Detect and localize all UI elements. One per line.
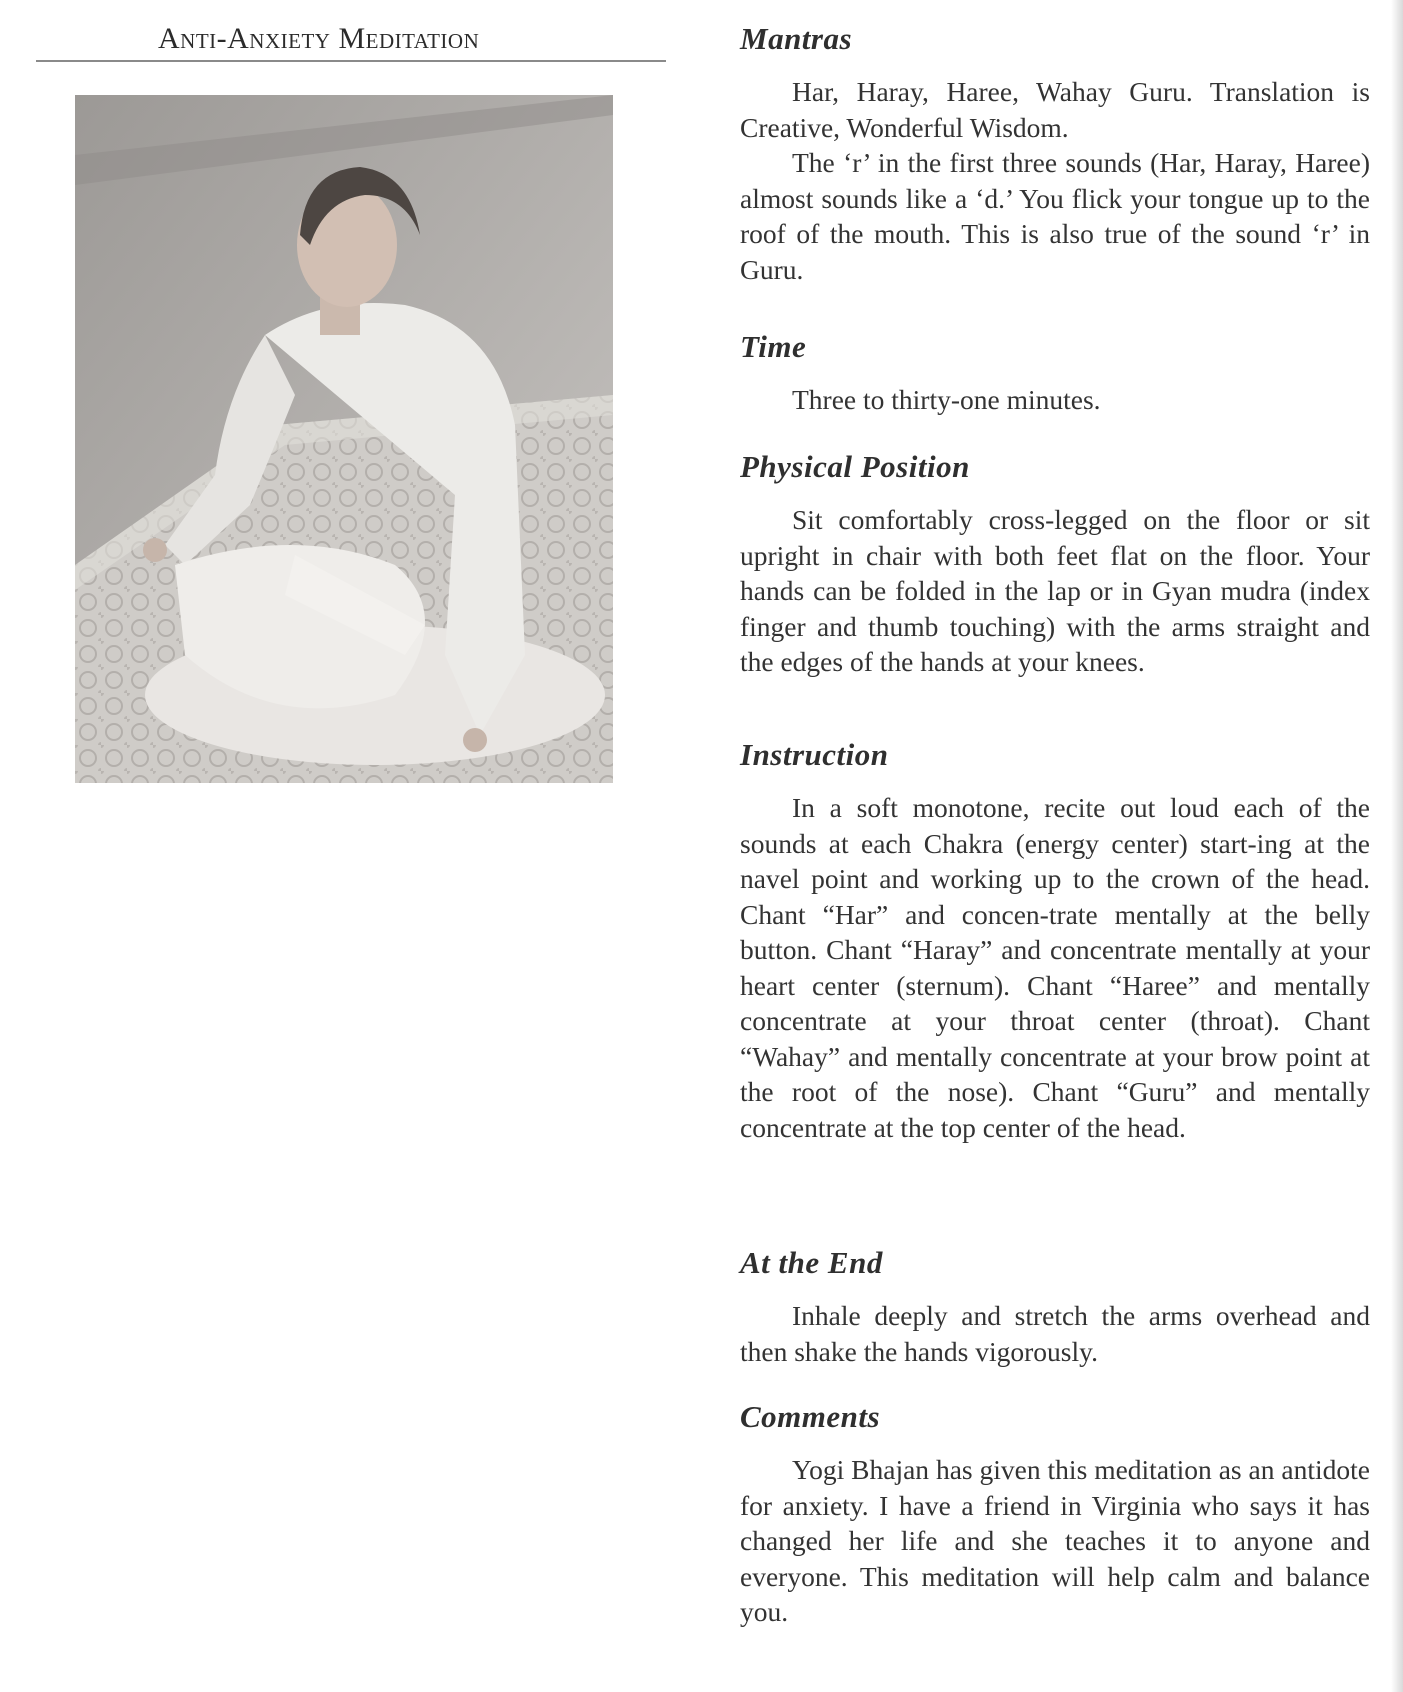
section-time: [740, 328, 1370, 418]
section-heading: Physical Position: [740, 449, 970, 484]
page-title: Anti-Anxiety Meditation: [158, 22, 480, 55]
paragraph: The ‘r’ in the first three sounds (Har, Haray, Haree) almost sounds like a ‘d.’ You flick your tongue up to the roof of the mouth. This is also true of the sound ‘r’ in Guru.: [740, 147, 1370, 285]
section-heading: Mantras: [740, 21, 853, 56]
section-heading: At the End: [740, 1245, 883, 1280]
paragraph: Har, Haray, Haree, Wahay Guru. Translation is Creative, Wonderful Wisdom.: [740, 76, 1370, 143]
section-comments: [740, 1398, 1370, 1630]
section-heading: Instruction: [740, 737, 889, 772]
section-heading: Comments: [740, 1399, 881, 1434]
meditation-photo: [75, 95, 613, 783]
paragraph: Three to thirty-one minutes.: [792, 384, 1101, 415]
paragraph: Inhale deeply and stretch the arms overhead and then shake the hands vigorously.: [740, 1300, 1370, 1367]
paragraph: Yogi Bhajan has given this meditation as an antidote for anxiety. I have a friend in Virginia who says it has changed her life and she teaches it to anyone and everyone. This meditation will help calm and balance you.: [740, 1454, 1370, 1627]
section-at-the-end: [740, 1244, 1370, 1369]
paragraph: In a soft monotone, recite out loud each of the sounds at each Chakra (energy center) start-ing at the navel point and working up to the crown of the head. Chant “Har” and concen-trate mentally at the belly button. Chant “Haray” and concentrate mentally at your heart center (sternum). Chant “Haree” and mentally concentrate at your throat center (throat). Chant “Wahay” and mentally concentrate at your brow point at the root of the nose). Chant “Guru” and mentally concentrate at the top center of the head.: [740, 792, 1370, 1143]
section-heading: Time: [740, 329, 807, 364]
paragraph: Sit comfortably cross-legged on the floor or sit upright in chair with both feet flat on the floor. Your hands can be folded in the lap or in Gyan mudra (index finger and thumb touching) with the arms straight and the edges of the hands at your knees.: [740, 504, 1370, 677]
section-physical-position: [740, 448, 1370, 680]
section-mantras: [740, 20, 1370, 287]
section-instruction: [740, 736, 1370, 1145]
page-edge-shadow: [1391, 0, 1403, 1692]
title-rule: [36, 60, 666, 62]
